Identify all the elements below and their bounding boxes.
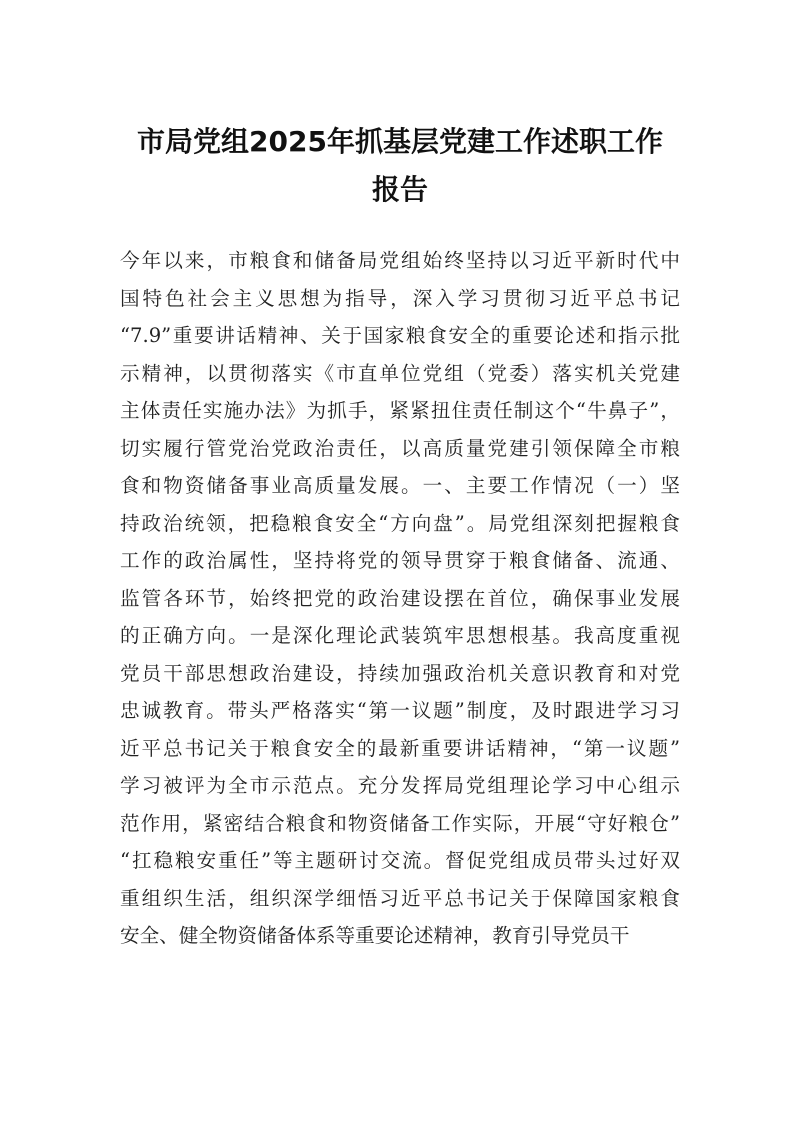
document-body [120,242,680,955]
body-line: 党员干部思想政治建设，持续加强政治机关意识教育和对党 [120,661,680,685]
body-line: 食和物资储备事业高质量发展。一、主要工作情况（一）坚 [120,474,680,497]
body-line: 工作的政治属性，坚持将党的领导贯穿于粮食储备、流通、 [120,549,680,572]
body-line: 忠诚教育。带头严格落实“第一议题”制度，及时跟进学习习 [120,699,680,722]
body-line: 近平总书记关于粮食安全的最新重要讲话精神，“第一议题” [120,736,680,760]
body-line: 主体责任实施办法》为抓手，紧紧扭住责任制这个“牛鼻子”， [120,399,680,422]
body-line: 重组织生活，组织深学细悟习近平总书记关于保障国家粮食 [120,886,680,910]
body-line: “7.9”重要讲话精神、关于国家粮食安全的重要论述和指示批 [120,324,680,347]
body-line: 的正确方向。一是深化理论武装筑牢思想根基。我高度重视 [120,624,680,647]
body-line: 今年以来，市粮食和储备局党组始终坚持以习近平新时代中 [120,249,680,272]
body-line: 国特色社会主义思想为指导，深入学习贯彻习近平总书记 [120,286,680,310]
body-line: 持政治统领，把稳粮食安全“方向盘”。局党组深刻把握粮食 [120,511,680,535]
body-line: 示精神，以贯彻落实《市直单位党组（党委）落实机关党建 [120,361,680,385]
document-title [100,118,700,214]
body-line: 监管各环节，始终把党的政治建设摆在首位，确保事业发展 [120,586,680,610]
body-line: “扛稳粮安重任”等主题研讨交流。督促党组成员带头过好双 [120,849,680,872]
body-line: 范作用，紧密结合粮食和物资储备工作实际，开展“守好粮仓” [120,811,680,835]
title-line-2: 报告 [371,173,428,206]
body-line: 切实履行管党治党政治责任，以高质量党建引领保障全市粮 [120,436,680,460]
title-line-1: 市局党组2025年抓基层党建工作述职工作 [137,125,663,158]
body-line: 安全、健全物资储备体系等重要论述精神，教育引导党员干 [120,924,630,947]
body-line: 学习被评为全市示范点。充分发挥局党组理论学习中心组示 [120,774,680,797]
